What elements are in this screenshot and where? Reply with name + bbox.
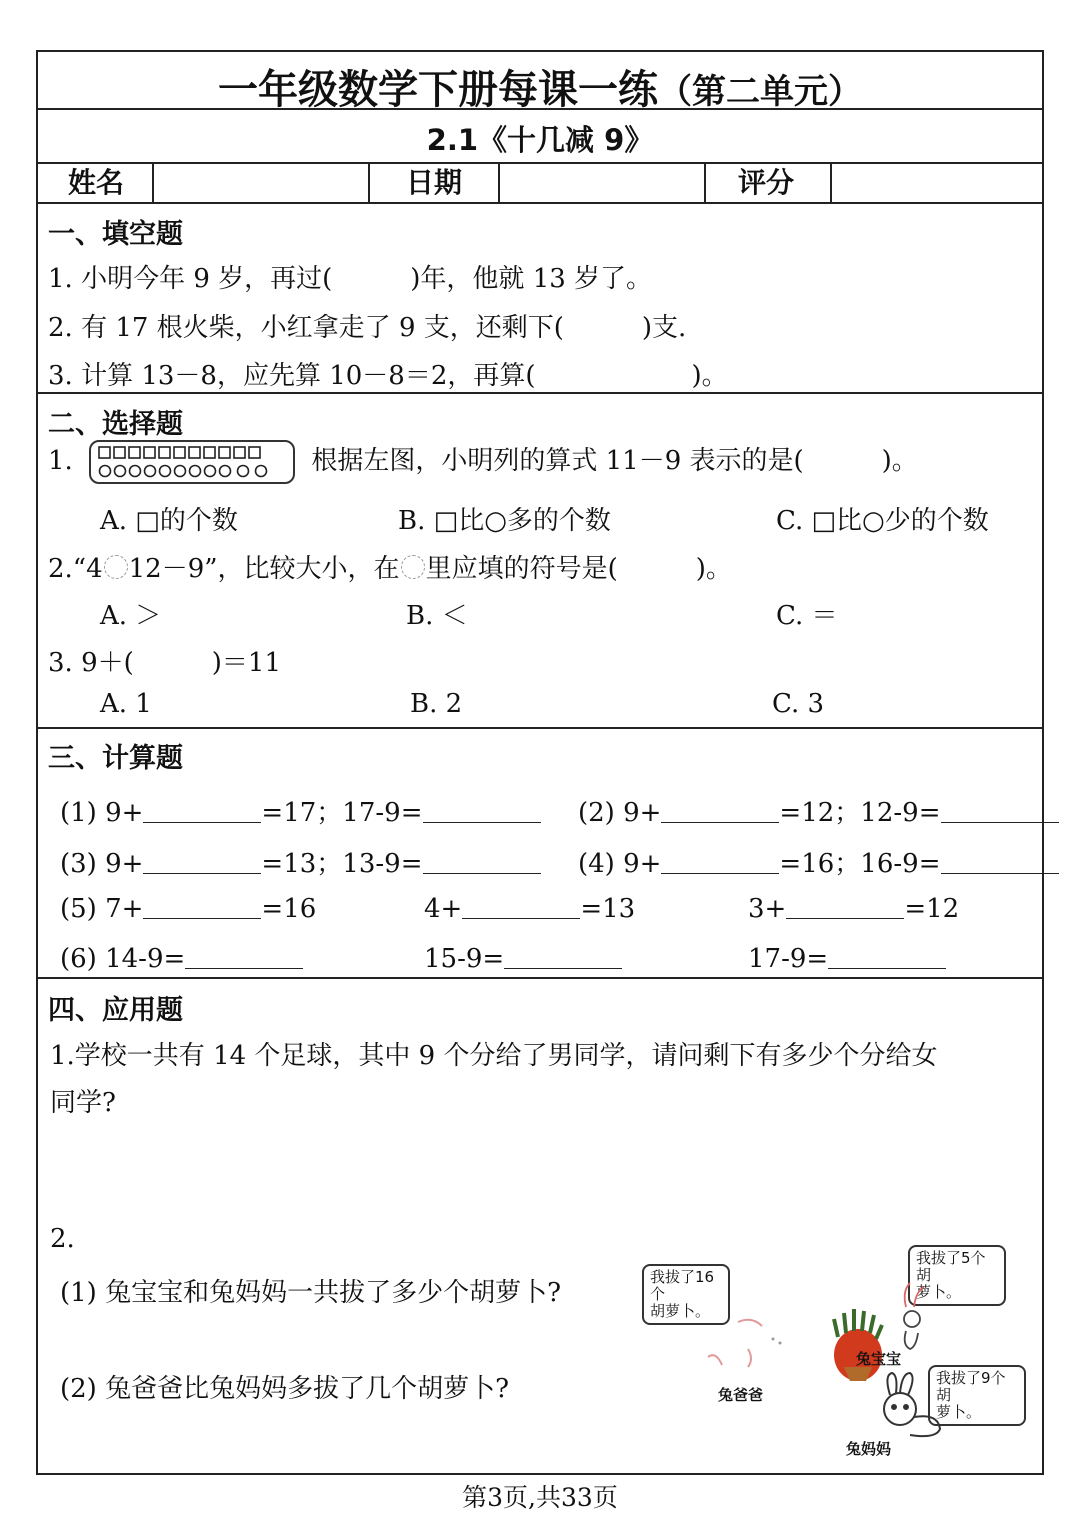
rule: [38, 977, 1042, 979]
answer-blank[interactable]: [941, 798, 1059, 823]
rabbit-baby-icon: [904, 1283, 924, 1349]
answer-blank[interactable]: [423, 798, 541, 823]
calc-row-3-c: 3+ =12: [748, 894, 960, 924]
carrot-basket-icon: [834, 1309, 882, 1381]
choice-1-option-c[interactable]: C. □比○少的个数: [776, 506, 989, 536]
answer-blank[interactable]: [462, 894, 580, 919]
calc-row-4-c: 17-9=: [748, 944, 946, 974]
compare-circle: [401, 555, 425, 579]
answer-blank[interactable]: [185, 944, 303, 969]
fill-question-3: 3. 计算 13－8，应先算 10－8＝2，再算( )。: [48, 361, 728, 391]
date-field[interactable]: [502, 164, 702, 202]
choice-2-option-c[interactable]: C. ＝: [776, 601, 838, 631]
rule: [38, 202, 1042, 204]
answer-blank[interactable]: [661, 849, 779, 874]
label-mom: 兔妈妈: [846, 1440, 892, 1458]
choice-1-option-a[interactable]: A. □的个数: [100, 506, 238, 536]
compare-circle[interactable]: [104, 555, 128, 579]
rabbit-mom-icon: [884, 1373, 940, 1436]
label-baby: 兔宝宝: [856, 1350, 902, 1368]
section-heading-fill-in: 一、填空题: [48, 219, 183, 250]
name-field[interactable]: [156, 164, 366, 202]
calc-row-2-right: (4) 9+ =16；16-9=: [578, 843, 1059, 880]
choice-question-1: 1. 根据左图，小明列的算式 11－9 表示的是( )。: [48, 440, 918, 484]
application-question-2-num: 2.: [50, 1224, 75, 1254]
answer-blank[interactable]: [143, 798, 261, 823]
choice-2-option-b[interactable]: B. ＜: [406, 601, 468, 631]
worksheet-title: 一年级数学下册每课一练（第二单元）: [218, 67, 862, 113]
rabbit-dad-icon: [708, 1320, 782, 1367]
choice-3-option-b[interactable]: B. 2: [410, 689, 463, 719]
fill-question-1: 1. 小明今年 9 岁，再过( )年，他就 13 岁了。: [48, 264, 653, 294]
speech-bubble-baby: 我拔了5个胡 萝卜。: [908, 1245, 1006, 1306]
section-heading-choice: 二、选择题: [48, 409, 183, 440]
application-question-2-part1: (1) 兔宝宝和兔妈妈一共拔了多少个胡萝卜?: [60, 1278, 562, 1308]
choice-2-option-a[interactable]: A. ＞: [100, 601, 162, 631]
application-question-1-line2: 同学?: [50, 1088, 116, 1118]
worksheet: [36, 50, 1044, 1475]
score-field[interactable]: [834, 164, 1042, 202]
date-label: 日期: [406, 166, 463, 199]
answer-blank[interactable]: [786, 894, 904, 919]
answer-blank[interactable]: [423, 849, 541, 874]
answer-blank[interactable]: [661, 798, 779, 823]
choice-question-2: 2.“4 12－9”，比较大小，在 里应填的符号是( )。: [48, 554, 732, 584]
calc-row-3-b: 4+ =13: [424, 894, 636, 924]
answer-blank[interactable]: [941, 849, 1059, 874]
calc-row-4-a: (6) 14-9=: [60, 944, 303, 974]
section-heading-application: 四、应用题: [48, 995, 183, 1026]
answer-blank[interactable]: [143, 894, 261, 919]
rule: [38, 392, 1042, 394]
section-heading-calculation: 三、计算题: [48, 743, 183, 774]
answer-blank[interactable]: [504, 944, 622, 969]
answer-blank[interactable]: [828, 944, 946, 969]
speech-bubble-dad: 我拔了16个 胡萝卜。: [642, 1264, 730, 1325]
answer-blank[interactable]: [143, 849, 261, 874]
choice-1-option-b[interactable]: B. □比○多的个数: [398, 506, 611, 536]
speech-bubble-mom: 我拔了9个胡 萝卜。: [928, 1365, 1026, 1426]
score-label: 评分: [738, 166, 795, 199]
calc-row-1-right: (2) 9+ =12；12-9=: [578, 792, 1059, 829]
choice-question-3: 3. 9＋( )＝11: [48, 648, 281, 678]
choice-3-option-c[interactable]: C. 3: [772, 689, 825, 719]
choice-3-option-a[interactable]: A. 1: [100, 689, 152, 719]
page-footer: 第3页,共33页: [462, 1483, 618, 1512]
calc-row-3-a: (5) 7+ =16: [60, 894, 317, 924]
rule: [38, 727, 1042, 729]
fill-question-2: 2. 有 17 根火柴，小红拿走了 9 支，还剩下( )支.: [48, 313, 687, 343]
squares-circles-figure: [89, 440, 295, 484]
rabbits-carrots-illustration: [678, 1277, 1008, 1447]
calc-row-4-b: 15-9=: [424, 944, 622, 974]
lesson-subtitle: 2.1《十几减 9》: [426, 123, 654, 157]
name-label: 姓名: [68, 166, 125, 199]
label-dad: 兔爸爸: [718, 1386, 764, 1404]
application-question-1-line1: 1.学校一共有 14 个足球，其中 9 个分给了男同学，请问剩下有多少个分给女: [50, 1041, 938, 1071]
application-question-2-part2: (2) 兔爸爸比兔妈妈多拔了几个胡萝卜?: [60, 1374, 510, 1404]
calc-row-2-left: (3) 9+ =13；13-9=: [60, 843, 541, 880]
calc-row-1-left: (1) 9+ =17；17-9=: [60, 792, 541, 829]
